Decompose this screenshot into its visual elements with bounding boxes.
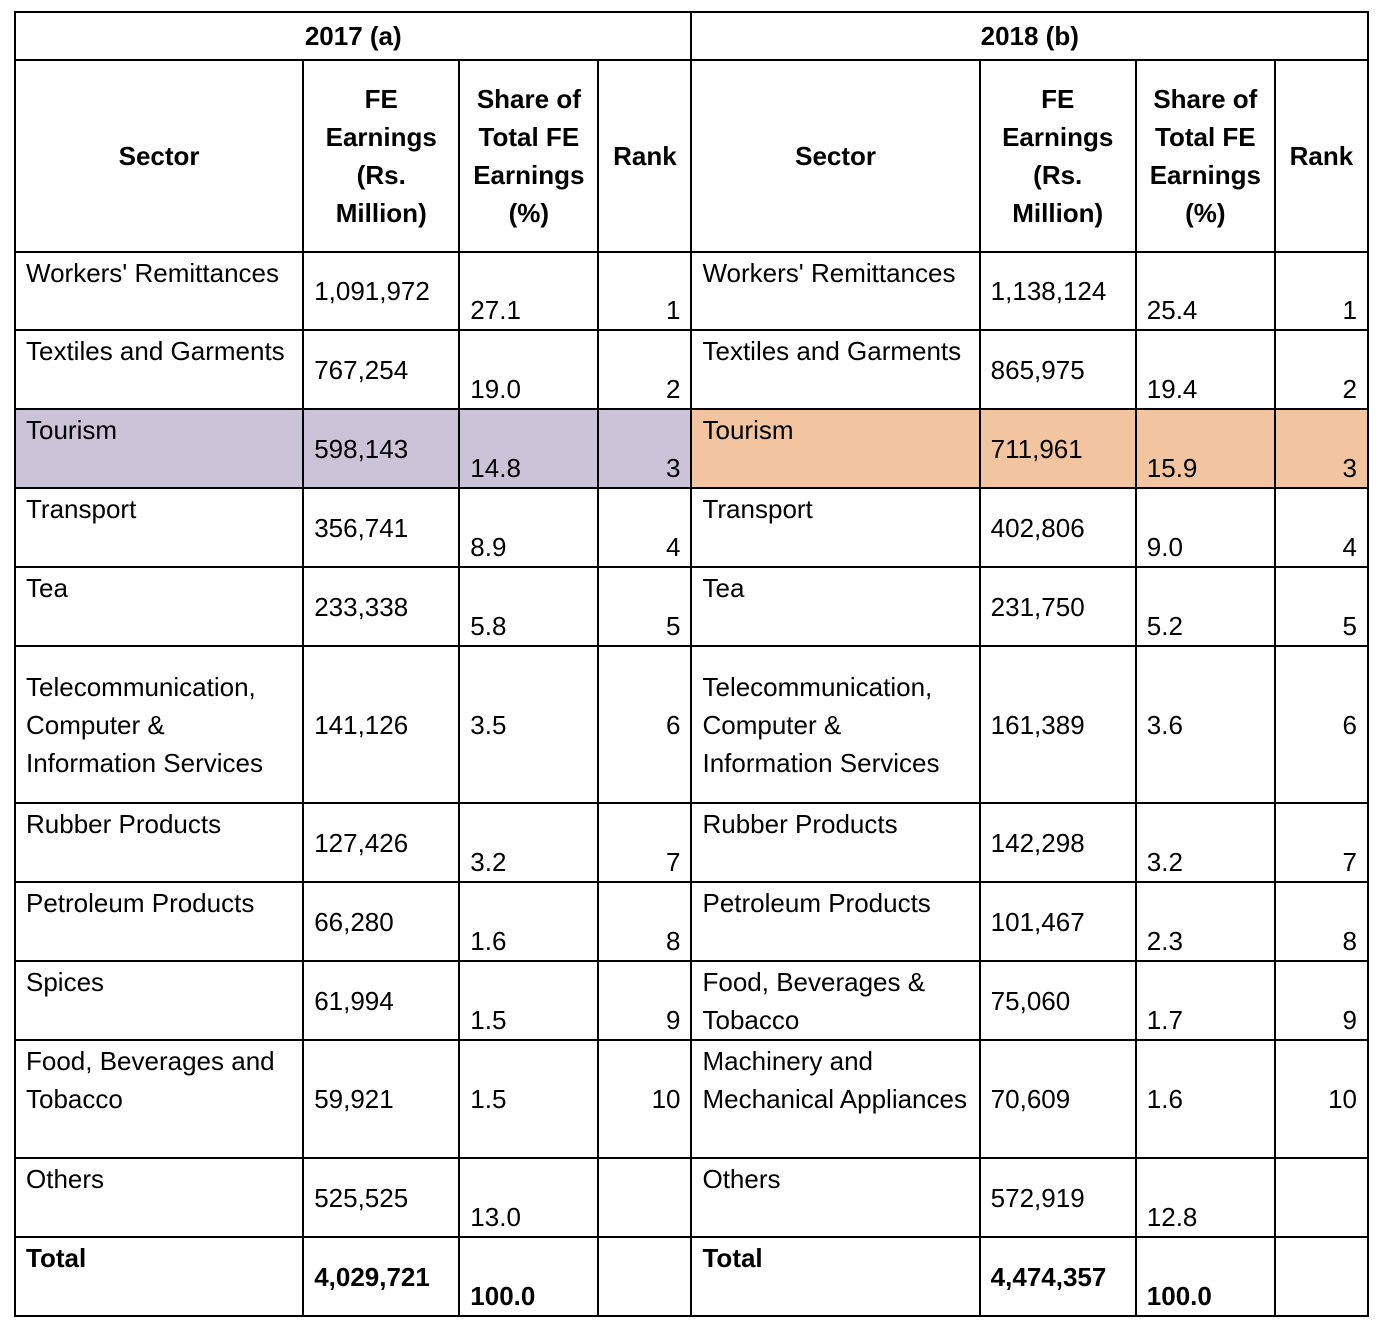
cell-rank [1275,1158,1368,1237]
cell-rank: 4 [1275,488,1368,567]
cell-earnings: 402,806 [980,488,1136,567]
cell-share: 3.6 [1136,646,1275,803]
column-header-row [15,60,1368,252]
cell-earnings: 4,029,721 [303,1237,459,1316]
cell-sector: Textiles and Garments [15,330,303,409]
cell-sector: Transport [691,488,979,567]
cell-share: 8.9 [459,488,598,567]
cell-share: 5.2 [1136,567,1275,646]
cell-earnings: 356,741 [303,488,459,567]
cell-share: 3.2 [459,803,598,882]
cell-rank [598,1237,691,1316]
cell-earnings: 66,280 [303,882,459,961]
cell-rank: 10 [598,1040,691,1158]
cell-sector: Food, Beverages & Tobacco [691,961,979,1040]
cell-sector: Rubber Products [691,803,979,882]
cell-share: 3.5 [459,646,598,803]
cell-rank: 2 [1275,330,1368,409]
fe-earnings-table [14,11,1369,1317]
cell-earnings: 865,975 [980,330,1136,409]
table-row [15,1040,1368,1158]
cell-sector: Total [691,1237,979,1316]
sector-header: Sector [15,60,303,252]
cell-sector: Others [691,1158,979,1237]
cell-rank: 1 [1275,252,1368,330]
cell-sector: Rubber Products [15,803,303,882]
cell-rank: 5 [598,567,691,646]
year-2018-header: 2018 (b) [691,12,1368,60]
cell-rank: 9 [598,961,691,1040]
cell-sector: Petroleum Products [15,882,303,961]
table-row [15,646,1368,803]
cell-share: 13.0 [459,1158,598,1237]
cell-earnings: 142,298 [980,803,1136,882]
table-row [15,803,1368,882]
cell-earnings: 1,138,124 [980,252,1136,330]
cell-share: 5.8 [459,567,598,646]
cell-sector: Workers' Remittances [691,252,979,330]
cell-earnings: 101,467 [980,882,1136,961]
cell-sector: Textiles and Garments [691,330,979,409]
cell-rank: 4 [598,488,691,567]
cell-earnings: 598,143 [303,409,459,488]
cell-share: 25.4 [1136,252,1275,330]
earnings-header: FE Earnings (Rs. Million) [980,60,1136,252]
rank-header: Rank [1275,60,1368,252]
earnings-header: FE Earnings (Rs. Million) [303,60,459,252]
cell-earnings: 59,921 [303,1040,459,1158]
cell-rank: 9 [1275,961,1368,1040]
cell-share: 1.6 [1136,1040,1275,1158]
sector-header: Sector [691,60,979,252]
cell-earnings: 141,126 [303,646,459,803]
cell-share: 2.3 [1136,882,1275,961]
cell-sector: Tourism [15,409,303,488]
cell-share: 12.8 [1136,1158,1275,1237]
table-row [15,252,1368,330]
cell-rank: 6 [1275,646,1368,803]
cell-earnings: 233,338 [303,567,459,646]
cell-earnings: 70,609 [980,1040,1136,1158]
cell-share: 100.0 [1136,1237,1275,1316]
cell-share: 19.4 [1136,330,1275,409]
cell-earnings: 127,426 [303,803,459,882]
cell-sector: Workers' Remittances [15,252,303,330]
cell-share: 1.7 [1136,961,1275,1040]
cell-share: 100.0 [459,1237,598,1316]
cell-rank [1275,1237,1368,1316]
cell-rank: 7 [598,803,691,882]
cell-sector: Tourism [691,409,979,488]
share-header: Share of Total FE Earnings (%) [1136,60,1275,252]
cell-sector: Tea [15,567,303,646]
cell-sector: Others [15,1158,303,1237]
cell-share: 19.0 [459,330,598,409]
cell-rank: 3 [1275,409,1368,488]
table-row [15,488,1368,567]
cell-share: 3.2 [1136,803,1275,882]
cell-share: 14.8 [459,409,598,488]
cell-sector: Tea [691,567,979,646]
cell-rank: 5 [1275,567,1368,646]
cell-sector: Food, Beverages and Tobacco [15,1040,303,1158]
table-body [15,252,1368,1316]
cell-earnings: 161,389 [980,646,1136,803]
cell-sector: Transport [15,488,303,567]
cell-sector: Petroleum Products [691,882,979,961]
table-row [15,882,1368,961]
year-header-row [15,12,1368,60]
cell-rank: 2 [598,330,691,409]
cell-rank [598,1158,691,1237]
table-row [15,330,1368,409]
cell-share: 9.0 [1136,488,1275,567]
total-row [15,1237,1368,1316]
cell-share: 27.1 [459,252,598,330]
cell-earnings: 572,919 [980,1158,1136,1237]
table-row [15,409,1368,488]
cell-earnings: 231,750 [980,567,1136,646]
cell-earnings: 767,254 [303,330,459,409]
cell-earnings: 4,474,357 [980,1237,1136,1316]
cell-share: 1.5 [459,961,598,1040]
cell-rank: 1 [598,252,691,330]
table-row [15,567,1368,646]
cell-rank: 3 [598,409,691,488]
cell-sector: Total [15,1237,303,1316]
cell-rank: 8 [598,882,691,961]
cell-earnings: 1,091,972 [303,252,459,330]
cell-rank: 8 [1275,882,1368,961]
cell-share: 1.5 [459,1040,598,1158]
cell-earnings: 61,994 [303,961,459,1040]
cell-rank: 10 [1275,1040,1368,1158]
table-row [15,1158,1368,1237]
share-header: Share of Total FE Earnings (%) [459,60,598,252]
cell-sector: Spices [15,961,303,1040]
rank-header: Rank [598,60,691,252]
cell-rank: 6 [598,646,691,803]
cell-share: 15.9 [1136,409,1275,488]
cell-sector: Telecommunication, Computer & Information Services [15,646,303,803]
cell-sector: Telecommunication, Computer & Information Services [691,646,979,803]
cell-earnings: 711,961 [980,409,1136,488]
table-row [15,961,1368,1040]
year-2017-header: 2017 (a) [15,12,691,60]
cell-sector: Machinery and Mechanical Appliances [691,1040,979,1158]
cell-share: 1.6 [459,882,598,961]
cell-earnings: 75,060 [980,961,1136,1040]
cell-earnings: 525,525 [303,1158,459,1237]
cell-rank: 7 [1275,803,1368,882]
